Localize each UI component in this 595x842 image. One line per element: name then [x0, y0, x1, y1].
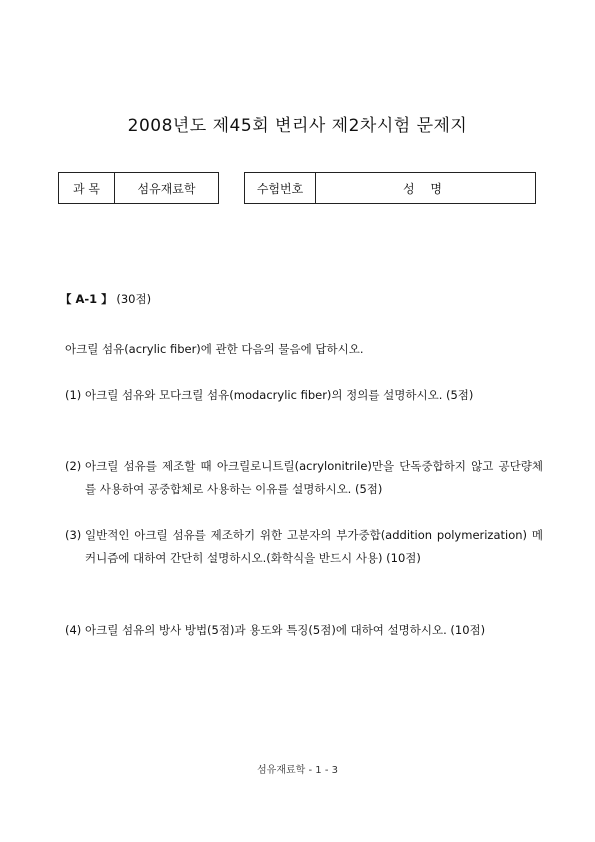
exam-name-label: 성 명 — [315, 173, 535, 203]
section-heading — [60, 291, 151, 307]
exam-number-label: 수험번호 — [256, 181, 304, 196]
question-intro: 아크릴 섬유(acrylic fiber)에 관한 다음의 물음에 답하시오. — [65, 342, 364, 356]
section-code: 【 A-1 】 — [60, 292, 113, 306]
question-item — [65, 455, 543, 501]
question-text: 아크릴 섬유를 제조할 때 아크릴로니트릴(acrylonitrile)만을 단독중합하지 않고 공단량체를 사용하여 공중합체로 사용하는 이유를 설명하시오. (5점) — [85, 459, 543, 496]
question-item — [65, 619, 543, 642]
question-text: 일반적인 아크릴 섬유를 제조하기 위한 고분자의 부가중합(addition polymerization) 메커니즘에 대하여 간단히 설명하시오.(화학식을 반드시 사용) (10점) — [85, 528, 543, 565]
question-text: 아크릴 섬유의 방사 방법(5점)과 용도와 특징(5점)에 대하여 설명하시오. (10점) — [85, 623, 486, 637]
page-title: 2008년도 제45회 변리사 제2차시험 문제지 — [127, 116, 468, 136]
question-item — [65, 384, 543, 407]
question-number: (4) — [65, 623, 82, 637]
page-footer: 섬유재료학 - 1 - 3 — [257, 765, 338, 776]
question-number: (2) — [65, 459, 82, 473]
question-number: (1) — [65, 388, 82, 402]
exam-number-box — [244, 172, 536, 204]
section-points: (30점) — [116, 292, 152, 306]
question-text: 아크릴 섬유와 모다크릴 섬유(modacrylic fiber)의 정의를 설명하시오. (5점) — [85, 388, 474, 402]
question-item — [65, 524, 543, 570]
subject-label: 과 목 — [73, 181, 100, 196]
subject-box — [58, 172, 219, 204]
question-number: (3) — [65, 528, 82, 542]
subject-value: 섬유재료학 — [114, 173, 218, 203]
